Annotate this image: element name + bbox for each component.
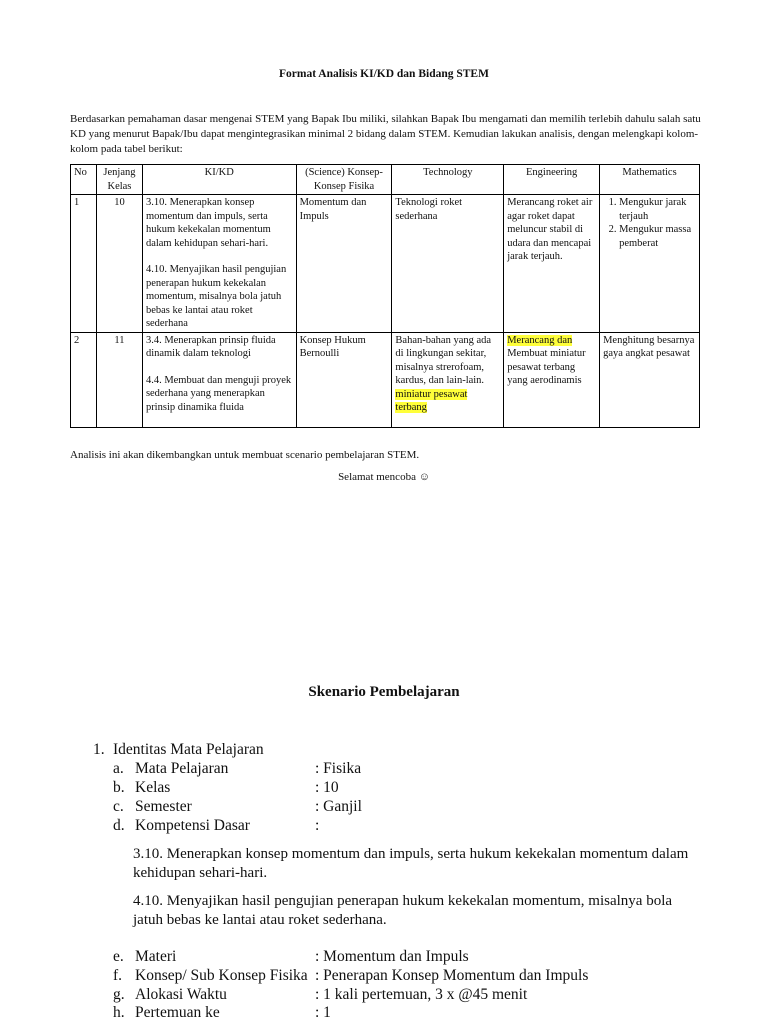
item-letter: a. bbox=[113, 760, 124, 777]
item-label: Pertemuan ke bbox=[135, 1004, 220, 1021]
scenario-title: Skenario Pembelajaran bbox=[308, 684, 460, 700]
header-no: No bbox=[71, 165, 97, 195]
cell-technology: Teknologi roket sederhana bbox=[392, 195, 504, 333]
cell-science: Konsep Hukum Bernoulli bbox=[296, 332, 392, 427]
highlighted-text: Merancang dan bbox=[507, 334, 573, 346]
cell-no: 1 bbox=[71, 195, 97, 333]
highlighted-text: miniatur pesawat terbang bbox=[395, 388, 468, 413]
item-value: : 1 bbox=[315, 1004, 331, 1021]
item-value: : 1 kali pertemuan, 3 x @45 menit bbox=[315, 986, 528, 1003]
item-letter: d. bbox=[113, 817, 125, 834]
item-letter: e. bbox=[113, 948, 124, 965]
list-item: 1. Mengukur jarak terjauh bbox=[619, 196, 696, 223]
analysis-table bbox=[70, 164, 700, 428]
item-letter: f. bbox=[113, 967, 123, 984]
mathematics-list bbox=[603, 196, 696, 250]
item-value: : bbox=[315, 817, 320, 834]
kikd-text: 4.4. Membuat dan menguji proyek sederhana yang menerapkan prinsip dinamika fluida bbox=[145, 374, 292, 413]
kikd-text: 4.10. Menyajikan hasil pengujian penerapan hukum kekekalan momentum, misalnya bola jatuh bebas ke lantai atau roket sederhana bbox=[145, 264, 287, 329]
item-label: Kompetensi Dasar bbox=[135, 817, 250, 834]
cell-engineering: Merancang roket air agar roket dapat meluncur stabil di udara dan mencapai jarak terjauh. bbox=[504, 195, 600, 333]
cell-no: 2 bbox=[71, 332, 97, 427]
cell-kikd bbox=[142, 195, 296, 333]
cell-kikd bbox=[142, 332, 296, 427]
section-heading bbox=[93, 741, 264, 760]
engineering-text: Membuat miniatur pesawat terbang yang aerodinamis bbox=[507, 348, 586, 386]
item-value: : Momentum dan Impuls bbox=[315, 948, 469, 965]
item-label: Mata Pelajaran bbox=[135, 760, 229, 777]
item-letter: b. bbox=[113, 779, 125, 796]
header-jenjang: Jenjang Kelas bbox=[96, 165, 142, 195]
item-value: : Ganjil bbox=[315, 798, 362, 815]
kikd-text: 3.10. Menerapkan konsep momentum dan impuls, serta hukum kekekalan momentum dalam kehidupan sehari-hari. bbox=[145, 197, 271, 249]
cell-mathematics bbox=[600, 195, 700, 333]
cell-technology bbox=[392, 332, 504, 427]
cell-jenjang: 11 bbox=[96, 332, 142, 427]
header-science: (Science) Konsep-Konsep Fisika bbox=[296, 165, 392, 195]
item-letter: c. bbox=[113, 798, 124, 815]
table-row bbox=[71, 332, 700, 427]
analysis-note: Analisis ini akan dikembangkan untuk membuat scenario pembelajaran STEM. bbox=[70, 449, 420, 461]
header-technology: Technology bbox=[392, 165, 504, 195]
header-mathematics: Mathematics bbox=[600, 165, 700, 195]
intro-paragraph: Berdasarkan pemahaman dasar mengenai STEM yang Bapak Ibu miliki, silahkan Bapak Ibu mengamati dan memilih terlebih dahulu salah satu KD yang menurut Bapak/Ibu dapat mengintegrasikan minimal 2 bidang dalam STEM. Kemudian lakukan analisis, dengan melengkapi kolom-kolom pada tabel berikut: bbox=[70, 113, 701, 155]
item-value: : Penerapan Konsep Momentum dan Impuls bbox=[315, 967, 589, 984]
item-label: Materi bbox=[135, 948, 177, 965]
item-label: Konsep/ Sub Konsep Fisika bbox=[135, 967, 308, 984]
cell-engineering bbox=[504, 332, 600, 427]
table-header-row bbox=[71, 165, 700, 195]
table-row bbox=[71, 195, 700, 333]
closing-wish: Selamat mencoba ☺ bbox=[338, 471, 430, 483]
technology-text: Bahan-bahan yang ada di lingkungan sekitar, misalnya strerofoam, kardus, dan lain-lain. bbox=[395, 334, 492, 386]
header-engineering: Engineering bbox=[504, 165, 600, 195]
kd-paragraph: 3.10. Menerapkan konsep momentum dan impuls, serta hukum kekekalan momentum dalam kehidupan sehari-hari. bbox=[133, 846, 689, 881]
kikd-text: 3.4. Menerapkan prinsip fluida dinamik dalam teknologi bbox=[145, 334, 276, 359]
document-title: Format Analisis KI/KD dan Bidang STEM bbox=[279, 68, 489, 80]
item-value: : 10 bbox=[315, 779, 339, 796]
item-letter: h. bbox=[113, 1004, 125, 1021]
list-item: 2. Mengukur massa pemberat bbox=[619, 223, 696, 250]
section-heading-text: Identitas Mata Pelajaran bbox=[113, 741, 264, 758]
item-letter: g. bbox=[113, 986, 125, 1003]
item-label: Semester bbox=[135, 798, 192, 815]
kd-paragraph: 4.10. Menyajikan hasil pengujian penerapan hukum kekekalan momentum, misalnya bola jatuh bebas ke lantai atau roket sederhana. bbox=[133, 893, 673, 928]
item-value: : Fisika bbox=[315, 760, 362, 777]
section-number: 1. bbox=[93, 741, 105, 758]
header-kikd: KI/KD bbox=[142, 165, 296, 195]
item-label: Kelas bbox=[135, 779, 171, 796]
cell-jenjang: 10 bbox=[96, 195, 142, 333]
item-label: Alokasi Waktu bbox=[135, 986, 227, 1003]
cell-science: Momentum dan Impuls bbox=[296, 195, 392, 333]
cell-mathematics: Menghitung besarnya gaya angkat pesawat bbox=[600, 332, 700, 427]
